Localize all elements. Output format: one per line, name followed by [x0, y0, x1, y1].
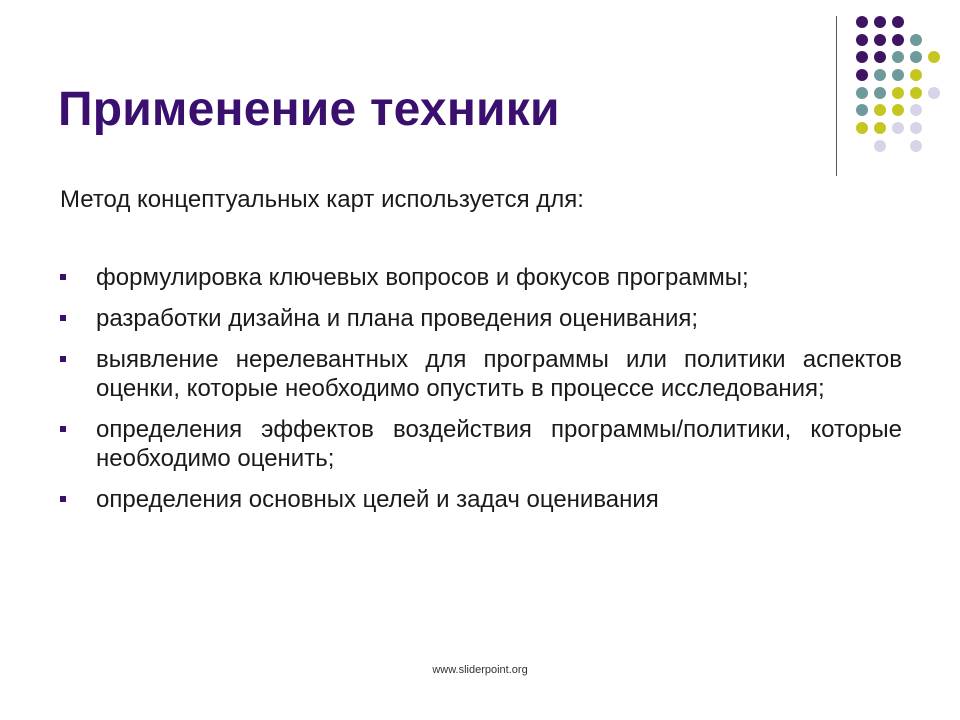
- dot: [892, 16, 904, 28]
- dot: [874, 140, 886, 152]
- dot: [910, 87, 922, 99]
- intro-text: Метод концептуальных карт используется для:: [60, 186, 584, 213]
- bullet-text: определения эффектов воздействия программы/политики, которые необходимо оценить;: [96, 416, 902, 472]
- slide-title: Применение техники: [58, 83, 560, 136]
- dot: [910, 140, 922, 152]
- dot: [928, 87, 940, 99]
- dot: [928, 51, 940, 63]
- square-bullet-icon: [60, 356, 66, 362]
- bullet-text: формулировка ключевых вопросов и фокусов программы;: [96, 264, 749, 291]
- dot: [874, 51, 886, 63]
- dot: [910, 122, 922, 134]
- dot: [910, 69, 922, 81]
- dot: [856, 104, 868, 116]
- square-bullet-icon: [60, 426, 66, 432]
- dot: [892, 34, 904, 46]
- dot: [910, 34, 922, 46]
- dot: [874, 34, 886, 46]
- bullet-item: [60, 485, 902, 514]
- dot: [874, 122, 886, 134]
- dot: [856, 87, 868, 99]
- footer-url: www.sliderpoint.org: [432, 664, 528, 676]
- dot: [892, 104, 904, 116]
- bullet-text: выявление нерелевантных для программы или политики аспектов оценки, которые необходимо опустить в процессе исследования;: [96, 346, 902, 402]
- dot: [856, 69, 868, 81]
- square-bullet-icon: [60, 496, 66, 502]
- dot: [856, 51, 868, 63]
- bullet-item: [60, 345, 902, 403]
- bullet-list: [60, 263, 902, 526]
- dot: [874, 87, 886, 99]
- dot: [856, 34, 868, 46]
- dot: [910, 51, 922, 63]
- dot: [892, 51, 904, 63]
- dot: [856, 122, 868, 134]
- dot: [874, 16, 886, 28]
- bullet-item: [60, 263, 902, 292]
- dot: [892, 122, 904, 134]
- dot: [892, 87, 904, 99]
- dot: [874, 104, 886, 116]
- dot: [892, 69, 904, 81]
- bullet-text: разработки дизайна и плана проведения оценивания;: [96, 305, 699, 332]
- square-bullet-icon: [60, 274, 66, 280]
- bullet-text: определения основных целей и задач оценивания: [96, 486, 659, 513]
- bullet-item: [60, 415, 902, 473]
- square-bullet-icon: [60, 315, 66, 321]
- bullet-item: [60, 304, 902, 333]
- dot: [856, 16, 868, 28]
- dot: [874, 69, 886, 81]
- dot: [910, 104, 922, 116]
- vertical-divider: [836, 16, 837, 176]
